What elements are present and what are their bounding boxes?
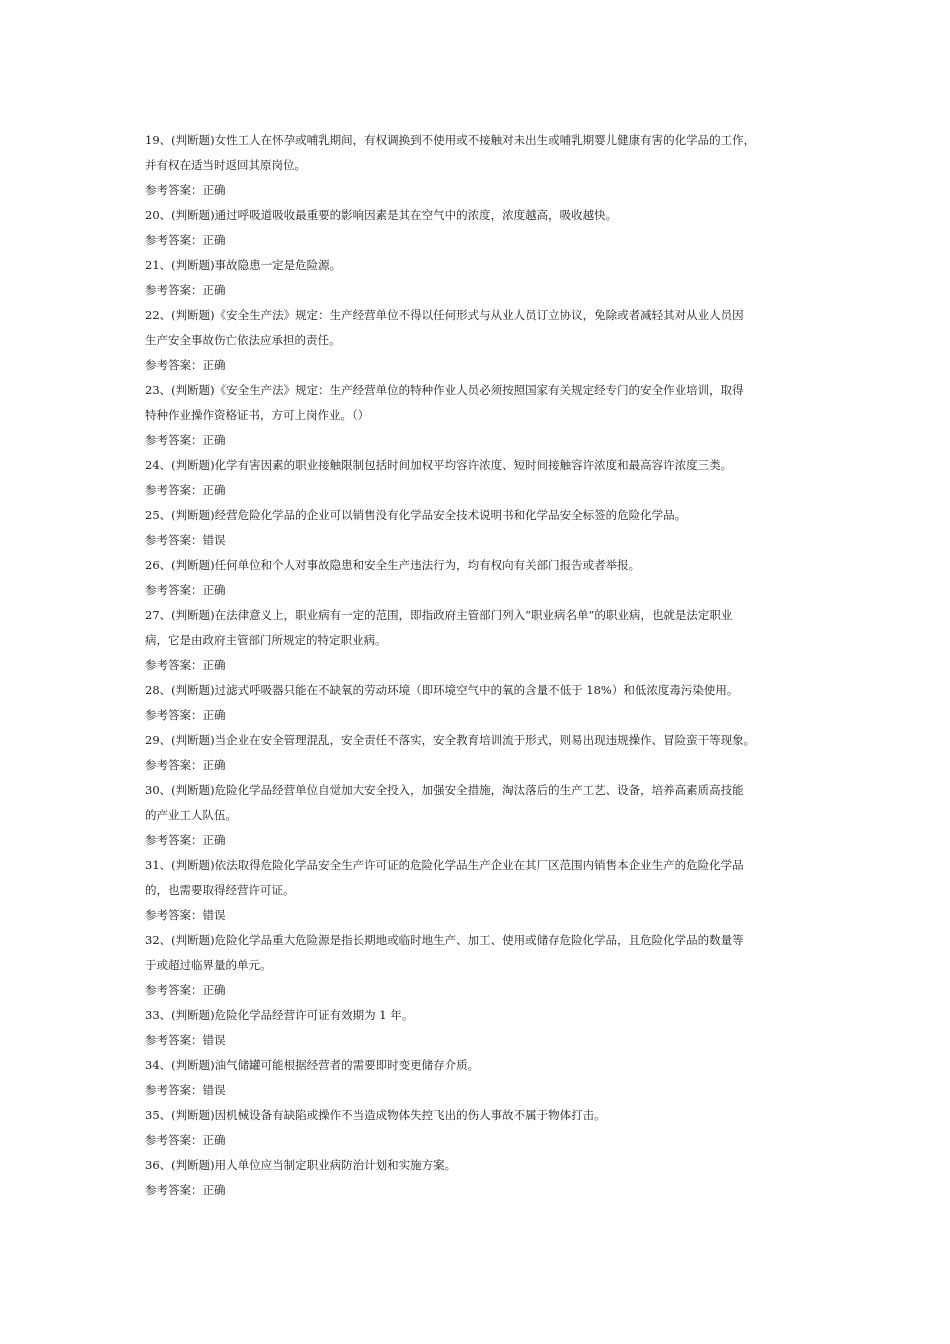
question-item [145, 128, 810, 203]
question-item [145, 1103, 810, 1153]
question-text-line: 的，也需要取得经营许可证。 [145, 883, 295, 897]
question-text-line: 于或超过临界量的单元。 [145, 958, 272, 972]
question-text-line: 特种作业操作资格证书，方可上岗作业。（） [145, 408, 370, 422]
question-text-line: 32、(判断题)危险化学品重大危险源是指长期地或临时地生产、加工、使用或储存危险化学品，且危险化学品的数量等 [145, 933, 744, 947]
question-item [145, 678, 810, 728]
answer-line: 参考答案：正确 [145, 658, 226, 672]
question-text-line: 的产业工人队伍。 [145, 808, 237, 822]
question-text-line: 28、(判断题)过滤式呼吸器只能在不缺氧的劳动环境（即环境空气中的氧的含量不低于 18%）和低浓度毒污染使用。 [145, 683, 739, 697]
question-item [145, 728, 810, 778]
question-item [145, 553, 810, 603]
answer-line: 参考答案：正确 [145, 483, 226, 497]
question-text-line: 病，它是由政府主管部门所规定的特定职业病。 [145, 633, 387, 647]
question-text-line: 33、(判断题)危险化学品经营许可证有效期为 1 年。 [145, 1008, 414, 1022]
question-text-line: 21、(判断题)事故隐患一定是危险源。 [145, 258, 342, 272]
answer-line: 参考答案：正确 [145, 983, 226, 997]
answer-line: 参考答案：正确 [145, 233, 226, 247]
question-text-line: 31、(判断题)依法取得危险化学品安全生产许可证的危险化学品生产企业在其厂区范围内销售本企业生产的危险化学品 [145, 858, 744, 872]
question-item [145, 203, 810, 253]
question-text-line: 36、(判断题)用人单位应当制定职业病防治计划和实施方案。 [145, 1158, 457, 1172]
question-item [145, 1053, 810, 1103]
question-text-line: 22、(判断题)《安全生产法》规定：生产经营单位不得以任何形式与从业人员订立协议，免除或者减轻其对从业人员因 [145, 308, 744, 322]
question-text-line: 27、(判断题)在法律意义上，职业病有一定的范围，即指政府主管部门列入“职业病名单”的职业病，也就是法定职业 [145, 608, 733, 622]
answer-line: 参考答案：正确 [145, 433, 226, 447]
question-item [145, 453, 810, 503]
answer-line: 参考答案：正确 [145, 758, 226, 772]
question-item [145, 928, 810, 1003]
answer-line: 参考答案：正确 [145, 1133, 226, 1147]
answer-line: 参考答案：正确 [145, 583, 226, 597]
question-item [145, 303, 810, 378]
question-item [145, 378, 810, 453]
question-text-line: 20、(判断题)通过呼吸道吸收最重要的影响因素是其在空气中的浓度，浓度越高，吸收越快。 [145, 208, 618, 222]
question-item [145, 853, 810, 928]
answer-line: 参考答案：错误 [145, 1083, 226, 1097]
answer-line: 参考答案：错误 [145, 908, 226, 922]
answer-line: 参考答案：错误 [145, 1033, 226, 1047]
question-text-line: 25、(判断题)经营危险化学品的企业可以销售没有化学品安全技术说明书和化学品安全标签的危险化学品。 [145, 508, 687, 522]
question-item [145, 503, 810, 553]
question-item [145, 1003, 810, 1053]
question-text-line: 29、(判断题)当企业在安全管理混乱，安全责任不落实，安全教育培训流于形式，则易出现违规操作、冒险蛮干等现象。 [145, 733, 756, 747]
question-text-line: 26、(判断题)任何单位和个人对事故隐患和安全生产违法行为，均有权向有关部门报告或者举报。 [145, 558, 641, 572]
answer-line: 参考答案：正确 [145, 358, 226, 372]
question-text-line: 35、(判断题)因机械设备有缺陷或操作不当造成物体失控飞出的伤人事故不属于物体打击。 [145, 1108, 606, 1122]
question-text-line: 34、(判断题)油气储罐可能根据经营者的需要即时变更储存介质。 [145, 1058, 480, 1072]
answer-line: 参考答案：正确 [145, 1183, 226, 1197]
question-text-line: 30、(判断题)危险化学品经营单位自觉加大安全投入，加强安全措施，淘汰落后的生产工艺、设备，培养高素质高技能 [145, 783, 744, 797]
document-page [145, 128, 810, 1203]
question-item [145, 603, 810, 678]
question-text-line: 19、(判断题)女性工人在怀孕或哺乳期间，有权调换到不使用或不接触对未出生或哺乳期婴儿健康有害的化学品的工作， [145, 133, 756, 147]
question-text-line: 24、(判断题)化学有害因素的职业接触限制包括时间加权平均容许浓度、短时间接触容许浓度和最高容许浓度三类。 [145, 458, 733, 472]
question-item [145, 253, 810, 303]
answer-line: 参考答案：正确 [145, 183, 226, 197]
question-text-line: 并有权在适当时返回其原岗位。 [145, 158, 306, 172]
answer-line: 参考答案：错误 [145, 533, 226, 547]
question-item [145, 1153, 810, 1203]
answer-line: 参考答案：正确 [145, 708, 226, 722]
answer-line: 参考答案：正确 [145, 283, 226, 297]
question-text-line: 23、(判断题)《安全生产法》规定：生产经营单位的特种作业人员必须按照国家有关规定经专门的安全作业培训，取得 [145, 383, 744, 397]
question-text-line: 生产安全事故伤亡依法应承担的责任。 [145, 333, 341, 347]
answer-line: 参考答案：正确 [145, 833, 226, 847]
question-item [145, 778, 810, 853]
